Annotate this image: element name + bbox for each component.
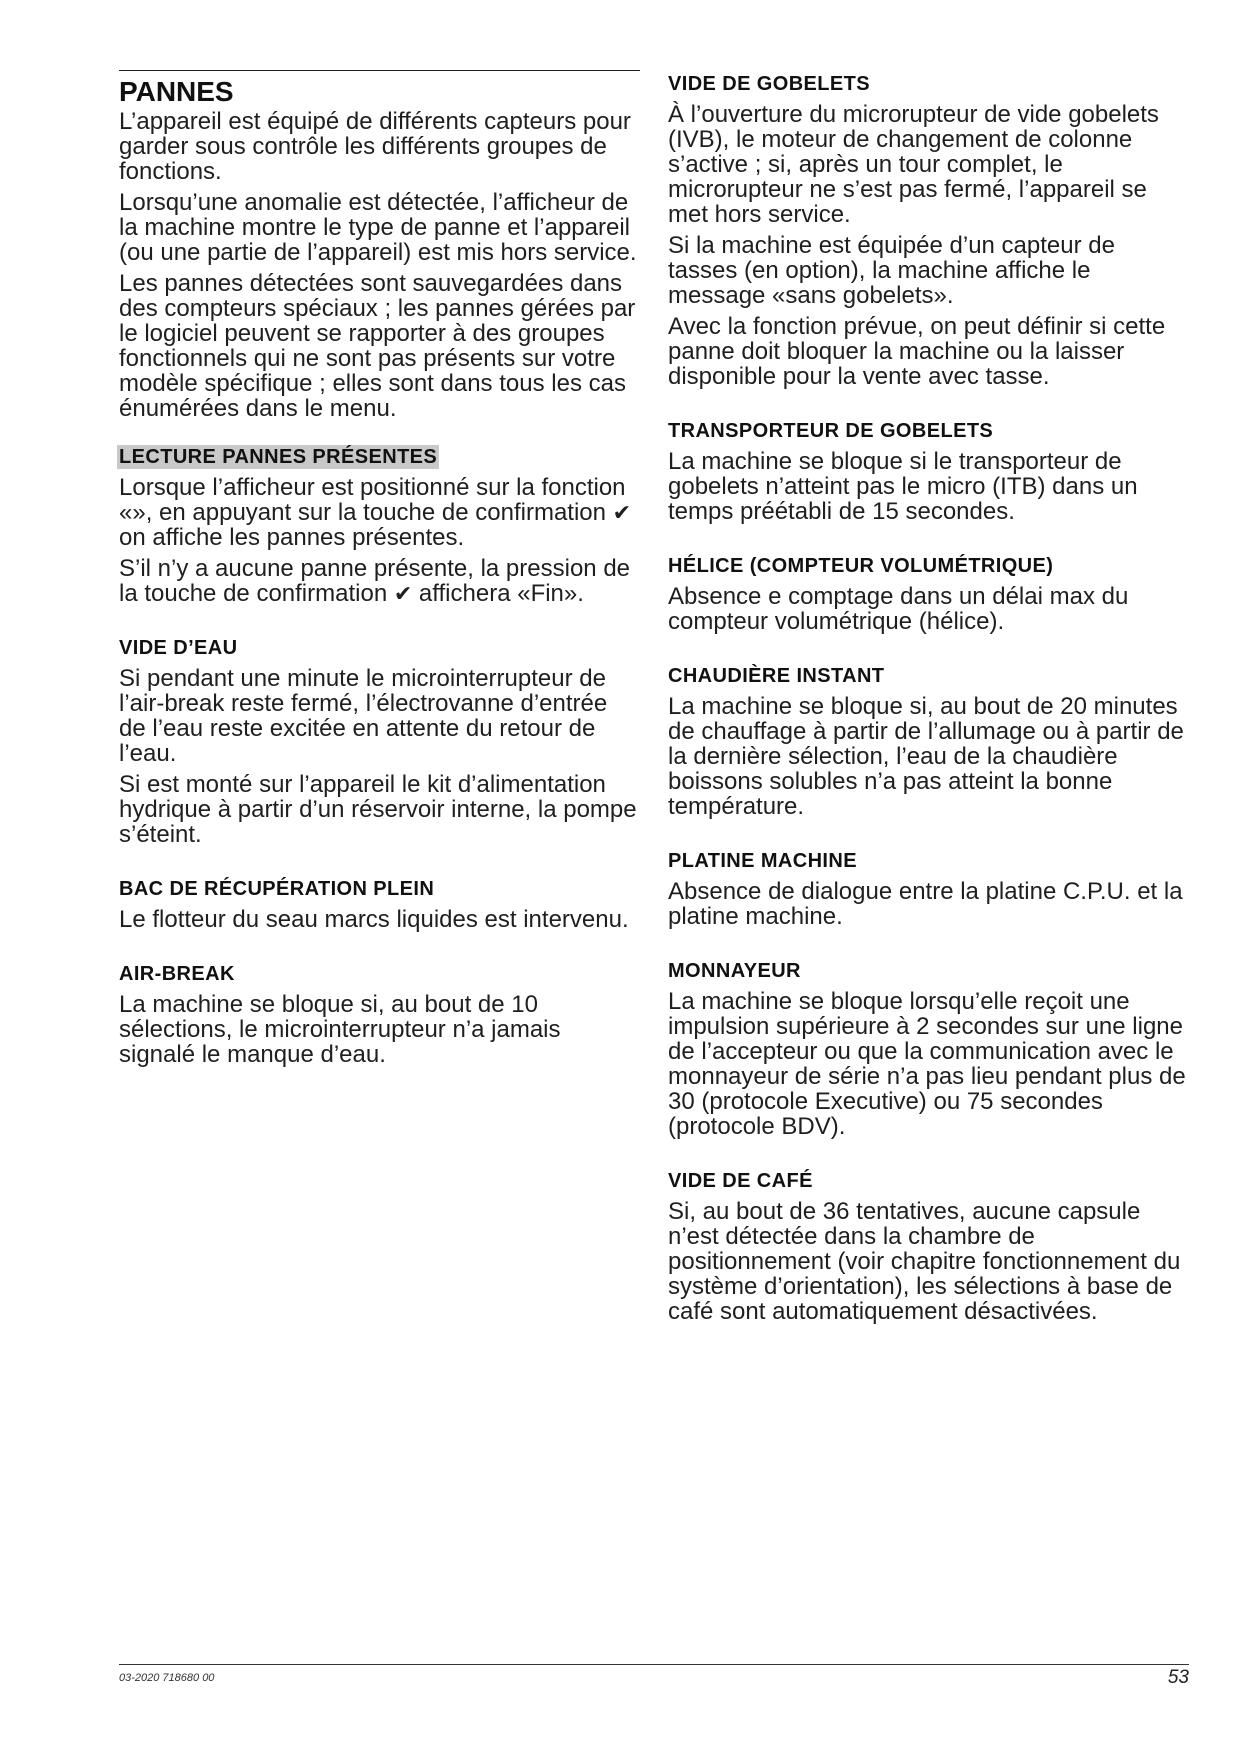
lecture-text-b: on affiche les pannes présentes.	[119, 524, 465, 551]
lecture-paragraph	[119, 475, 640, 550]
check-icon: ✔	[393, 581, 413, 606]
right-column	[668, 70, 1189, 1330]
lecture-paragraph	[119, 556, 640, 606]
gobelets-paragraph: Avec la fonction prévue, on peut définir si cette panne doit bloquer la machine ou la laisser disponible pour la vente avec tasse.	[668, 313, 1166, 390]
air-break-paragraph: La machine se bloque si, au bout de 10 sélections, le microinterrupteur n’a jamais signalé le manque d’eau.	[119, 991, 561, 1068]
gobelets-paragraph: Si la machine est équipée d’un capteur de tasses (en option), la machine affiche le message «sans gobelets».	[668, 232, 1115, 309]
vide-eau-paragraph: Si est monté sur l’appareil le kit d’alimentation hydrique à partir d’un réservoir interne, la pompe s’éteint.	[119, 771, 637, 848]
gobelets-paragraph: À l’ouverture du microrupteur de vide gobelets (IVB), le moteur de changement de colonne s’active ; si, après un tour complet, le microrupteur ne s’est pas fermé, l’appareil se met hors service.	[668, 101, 1159, 228]
section-heading-monnayeur: MONNAYEUR	[668, 960, 801, 982]
platine-paragraph: Absence de dialogue entre la platine C.P.U. et la platine machine.	[668, 878, 1183, 930]
section-heading-air-break: AIR-BREAK	[119, 963, 235, 985]
left-column	[119, 70, 640, 1073]
vide-eau-paragraph: Si pendant une minute le microinterrupteur de l’air-break reste fermé, l’électrovanne d’entrée de l’eau reste excitée en attente du retour de l’eau.	[119, 665, 608, 767]
page-title: PANNES	[119, 70, 640, 109]
section-heading-gobelets: VIDE DE GOBELETS	[668, 73, 870, 95]
page-footer	[119, 1664, 1189, 1688]
helice-paragraph: Absence e comptage dans un délai max du compteur volumétrique (hélice).	[668, 583, 1129, 635]
transporteur-paragraph: La machine se bloque si le transporteur de gobelets n’atteint pas le micro (ITB) dans un temps préétabli de 15 secondes.	[668, 448, 1138, 525]
lecture-heading-wrap	[119, 443, 640, 475]
section-heading-cafe: VIDE DE CAFÉ	[668, 1170, 813, 1192]
check-icon: ✔	[612, 500, 632, 525]
bac-paragraph: Le flotteur du seau marcs liquides est intervenu.	[119, 906, 629, 933]
section-heading-chaudiere: CHAUDIÈRE INSTANT	[668, 665, 885, 687]
section-heading-bac: BAC DE RÉCUPÉRATION PLEIN	[119, 878, 435, 900]
section-heading-helice: HÉLICE (COMPTEUR VOLUMÉTRIQUE)	[668, 555, 1054, 577]
monnayeur-paragraph: La machine se bloque lorsqu’elle reçoit une impulsion supérieure à 2 secondes sur une ligne de l’accepteur ou que la communication avec le monnayeur de série n’a pas lieu pendant plus de 30 (protocole Executive) ou 75 secondes (protocole BDV).	[668, 988, 1186, 1140]
section-heading-platine: PLATINE MACHINE	[668, 850, 857, 872]
document-code: 03-2020 718680 00	[119, 1672, 215, 1684]
lecture-text-c: S’il n’y a aucune panne présente, la pression de la touche de confirmation	[119, 555, 631, 607]
intro-paragraph: Lorsqu’une anomalie est détectée, l’afficheur de la machine montre le type de panne et l’appareil (ou une partie de l’appareil) est mis hors service.	[119, 189, 637, 266]
lecture-text-a: Lorsque l’afficheur est positionné sur la fonction «», en appuyant sur la touche de confirmation	[119, 474, 626, 526]
section-heading-vide-eau: VIDE D’EAU	[119, 637, 238, 659]
cafe-paragraph: Si, au bout de 36 tentatives, aucune capsule n’est détectée dans la chambre de positionnement (voir chapitre fonctionnement du système d’orientation), les sélections à base de café sont automatiquement désactivées.	[668, 1198, 1181, 1325]
intro-paragraph: Les pannes détectées sont sauvegardées dans des compteurs spéciaux ; les pannes gérées par le logiciel peuvent se rapporter à des groupes fonctionnels qui ne sont pas présents sur votre modèle spécifique ; elles sont dans tous les cas énumérées dans le menu.	[119, 270, 636, 422]
page-number: 53	[1167, 1667, 1189, 1688]
lecture-text-d: affichera «Fin».	[412, 580, 584, 607]
section-heading-transporteur: TRANSPORTEUR DE GOBELETS	[668, 420, 994, 442]
section-heading-lecture: LECTURE PANNES PRÉSENTES	[119, 446, 438, 468]
intro-paragraph: L’appareil est équipé de différents capteurs pour garder sous contrôle les différents groupes de fonctions.	[119, 108, 631, 185]
chaudiere-paragraph: La machine se bloque si, au bout de 20 minutes de chauffage à partir de l’allumage ou à partir de la dernière sélection, l’eau de la chaudière boissons solubles n’a pas atteint la bonne température.	[668, 693, 1184, 820]
